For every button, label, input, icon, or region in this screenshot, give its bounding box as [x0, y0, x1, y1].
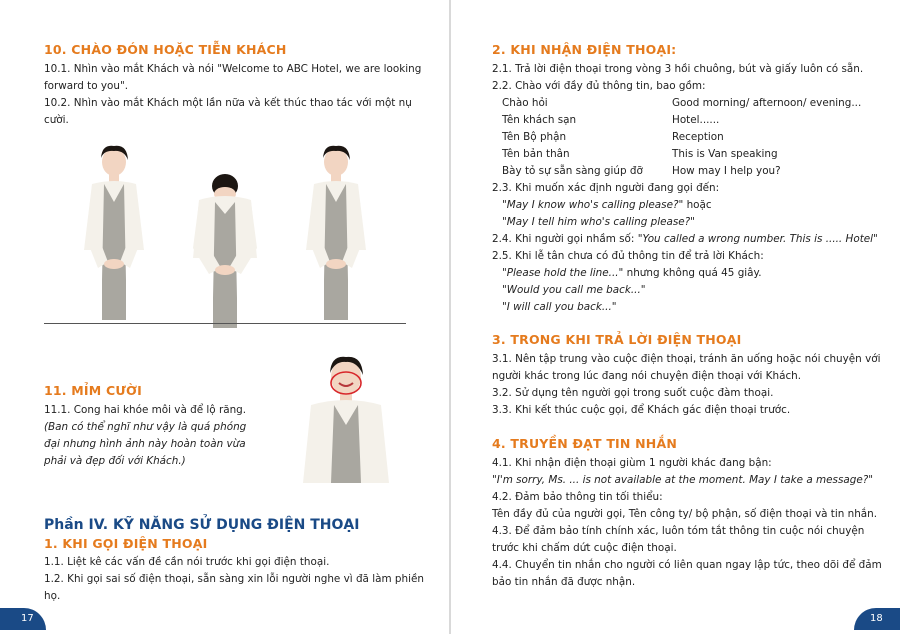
section-title: 11. MỈM CƯỜI [44, 383, 142, 398]
part-title: Phần IV. KỸ NĂNG SỬ DỤNG ĐIỆN THOẠI [44, 517, 360, 533]
quote: "May I tell him who's calling please?" [502, 216, 695, 228]
quote-line [492, 265, 882, 282]
paragraph: 10.2. Nhìn vào mắt Khách một lần nữa và kết thúc thao tác với một nụ cười. [44, 97, 412, 126]
section-title: 2. KHI NHẬN ĐIỆN THOẠI: [492, 42, 677, 57]
section-messages [492, 436, 882, 591]
lead: 2.4. Khi người gọi nhầm số: [492, 233, 638, 245]
greeting-row [502, 146, 882, 163]
paragraph: 4.2. Đảm bảo thông tin tối thiểu: [492, 491, 663, 503]
section-smile [44, 383, 264, 470]
receptionist-bowing-photo [175, 148, 275, 328]
paragraph: 4.3. Để đảm bảo tính chính xác, luôn tóm tắt thông tin cuộc nói chuyện trước khi chấm dứt cuộc điện thoại. [492, 525, 865, 554]
paragraph: 3.3. Khi kết thúc cuộc gọi, để Khách gác điện thoại trước. [492, 404, 791, 416]
section-during-call [492, 332, 882, 419]
section-title: 10. CHÀO ĐÓN HOẶC TIỄN KHÁCH [44, 42, 287, 57]
greeting-row [502, 129, 882, 146]
page-number: 18 [854, 608, 900, 630]
paragraph: Tên đầy đủ của người gọi, Tên công ty/ bộ phận, số điện thoại và tin nhắn. [492, 508, 878, 520]
greeting-en: Hotel...... [672, 114, 720, 126]
greeting-vi: Bày tỏ sự sẵn sàng giúp đỡ [502, 165, 643, 177]
quote: "You called a wrong number. This is ..... Hotel" [637, 233, 878, 245]
receptionist-standing-photo [64, 140, 164, 320]
greeting-en: Good morning/ afternoon/ evening... [672, 97, 862, 109]
quote: "May I know who's calling please?" [502, 199, 684, 211]
section-phone-skills [44, 517, 434, 605]
paragraph: 2.2. Chào với đầy đủ thông tin, bao gồm: [492, 80, 706, 92]
paragraph: 2.3. Khi muốn xác định người đang gọi đến: [492, 182, 720, 194]
greeting-vi: Tên Bộ phận [502, 131, 567, 143]
section-receiving-calls [492, 42, 882, 316]
section-greeting [44, 42, 424, 129]
quote: "I'm sorry, Ms. ... is not available at the moment. May I take a message?" [492, 474, 874, 486]
quote-line [492, 197, 882, 214]
greeting-photo-sequence [44, 138, 406, 320]
smile-photo [289, 345, 404, 483]
receptionist-smiling-photo [286, 140, 386, 320]
greeting-en: How may I help you? [672, 165, 781, 177]
quote-tail: nhưng không quá 45 giây. [623, 267, 762, 279]
paragraph: 4.1. Khi nhận điện thoại giùm 1 người khác đang bận: [492, 457, 772, 469]
page-number: 17 [0, 608, 46, 630]
section-title: 3. TRONG KHI TRẢ LỜI ĐIỆN THOẠI [492, 332, 742, 347]
greeting-vi: Tên bản thân [502, 148, 570, 160]
paragraph: 10.1. Nhìn vào mắt Khách và nói "Welcome to ABC Hotel, we are looking forward to you". [44, 63, 422, 92]
greeting-table [492, 95, 882, 180]
paragraph: 2.5. Khi lễ tân chưa có đủ thông tin để trả lời Khách: [492, 250, 764, 262]
paragraph: 1.1. Liệt kê các vấn đề cần nói trước khi gọi điện thoại. [44, 556, 330, 568]
greeting-row [502, 163, 882, 180]
paragraph: 4.4. Chuyển tin nhắn cho người có liên quan ngay lập tức, theo dõi để đảm bảo tin nhắn đã được nhận. [492, 559, 882, 588]
note: (Ban có thể nghĩ như vậy là quá phóng đại nhưng hình ảnh này hoàn toàn vừa phải và đẹp đối với Khách.) [44, 421, 247, 467]
quote: "Please hold the line..." [502, 267, 624, 279]
divider [44, 323, 406, 324]
paragraph: 3.2. Sử dụng tên người gọi trong suốt cuộc đàm thoại. [492, 387, 774, 399]
greeting-vi: Chào hỏi [502, 97, 548, 109]
greeting-row [502, 112, 882, 129]
left-page [0, 0, 449, 634]
quote: "I will call you back..." [502, 301, 617, 313]
paragraph: 3.1. Nên tập trung vào cuộc điện thoại, tránh ăn uống hoặc nói chuyện với người khác trong lúc đang nói chuyện điện thoại với Khách. [492, 353, 881, 382]
section-title: 1. KHI GỌI ĐIỆN THOẠI [44, 536, 208, 551]
quote: "Would you call me back..." [502, 284, 646, 296]
paragraph: 1.2. Khi gọi sai số điện thoại, sẵn sàng xin lỗi người nghe vì đã làm phiền họ. [44, 573, 424, 602]
greeting-en: This is Van speaking [672, 148, 778, 160]
greeting-en: Reception [672, 131, 724, 143]
quote-tail: hoặc [683, 199, 712, 211]
greeting-row [502, 95, 882, 112]
paragraph: 2.1. Trả lời điện thoại trong vòng 3 hồi chuông, bút và giấy luôn có sẵn. [492, 63, 864, 75]
section-title: 4. TRUYỀN ĐẠT TIN NHẮN [492, 436, 677, 451]
right-page [451, 0, 900, 634]
paragraph: 11.1. Cong hai khóe môi và để lộ răng. [44, 404, 247, 416]
greeting-vi: Tên khách sạn [502, 114, 577, 126]
paragraph [492, 231, 882, 248]
